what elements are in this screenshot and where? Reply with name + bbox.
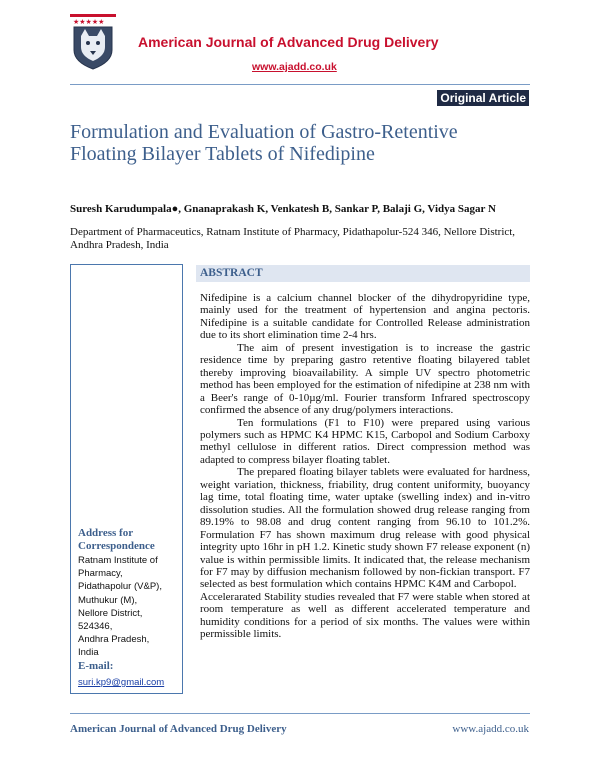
address-line: Pidathapolur (V&P), (78, 581, 162, 593)
footer-divider (70, 713, 530, 714)
abstract-paragraph: The aim of present investigation is to increase the gastric residence time by preparing gastro retentive floating bilayered tablet thereby improving bioavailability. A simple UV spectro photometric method has been employed for the estimation of nifedipine at 238 nm with a Beer's range of 0-10µg/ml. Fourier transform Infrared spectroscopy confirmed the absence of any drug/polymers interactions. (200, 341, 530, 417)
abstract-paragraph: Ten formulations (F1 to F10) were prepared using various polymers such as HPMC K4 HPMC K15, Carbopol and Sodium Carboxy methyl cellulose in different ratios. Direct compression method was adapted to compress bilayer floating tablet. (200, 416, 530, 466)
affiliation: Department of Pharmaceutics, Ratnam Institute of Pharmacy, Pidathapolur-524 346, Nellore District, Andhra Pradesh, India (70, 226, 516, 251)
abstract-body (200, 292, 530, 641)
footer-website-link[interactable]: www.ajadd.co.uk (452, 723, 529, 735)
correspondence-heading-line1: Address for (78, 527, 134, 539)
svg-text:★★★★★: ★★★★★ (73, 18, 105, 26)
website-link[interactable]: www.ajadd.co.uk (252, 61, 337, 73)
address-line: Ratnam Institute of (78, 555, 158, 566)
correspondence-heading (78, 527, 178, 553)
abstract-paragraph: The prepared floating bilayer tablets were evaluated for hardness, weight variation, thickness, friability, drug content uniformity, buoyancy lag time, total floating time, water uptake (swelling index) and in-vitro dissolution studies. All the formulation showed drug release ranging from 89.19% to 98.08 and drug content ranging from 96.10 to 101.2%. Formulation F7 has shown maximum drug release with good physical integrity upto 16hr in pH 1.2. Kinetic study shown F7 release exponent (n) value is within permissible limits. It indicated that, the release mechanism for F7 may by diffusion mechanism followed by non-fickian transport. F7 selected as best formulation which contains HPMC K4M and Carbopol. (200, 466, 530, 591)
header-divider (70, 84, 530, 85)
footer-journal-name: American Journal of Advanced Drug Delivery (70, 723, 287, 735)
address-line: Pharmacy, (78, 568, 123, 580)
correspondence-address (78, 554, 182, 660)
email-label: E-mail: (78, 660, 114, 672)
wolf-shield-logo-icon (70, 14, 116, 70)
author-list: Suresh Karudumpala●, Gnanaprakash K, Venkatesh B, Sankar P, Balaji G, Vidya Sagar N (70, 203, 496, 215)
journal-name: American Journal of Advanced Drug Delivery (138, 34, 439, 50)
address-line: Nellore District, (78, 607, 143, 619)
address-line: Muthukur (M), (78, 594, 138, 606)
address-line: 524346, (78, 621, 113, 633)
article-type-badge: Original Article (437, 90, 529, 106)
abstract-paragraph: Nifedipine is a calcium channel blocker of the dihydropyridine type, mainly used for the treatment of hypertension and angina pectoris. Nifedipine is a suitable candidate for Controlled Release administration due to its short elimination time 2-4 hrs. (200, 292, 530, 342)
address-line: Andhra Pradesh, (78, 634, 150, 646)
abstract-heading: ABSTRACT (200, 267, 263, 279)
abstract-paragraph: Accelerarated Stability studies revealed that F7 were stable when stored at room temperature as well as different accelerated temperature and humidity conditions for a period of six months. The values were within permissible limits. (200, 590, 530, 641)
correspondence-heading-line2: Correspondence (78, 540, 155, 552)
email-link[interactable]: suri.kp9@gmail.com (78, 677, 165, 688)
article-title: Formulation and Evaluation of Gastro-Retentive Floating Bilayer Tablets of Nifedipine (70, 121, 458, 165)
address-line: India (78, 647, 99, 659)
